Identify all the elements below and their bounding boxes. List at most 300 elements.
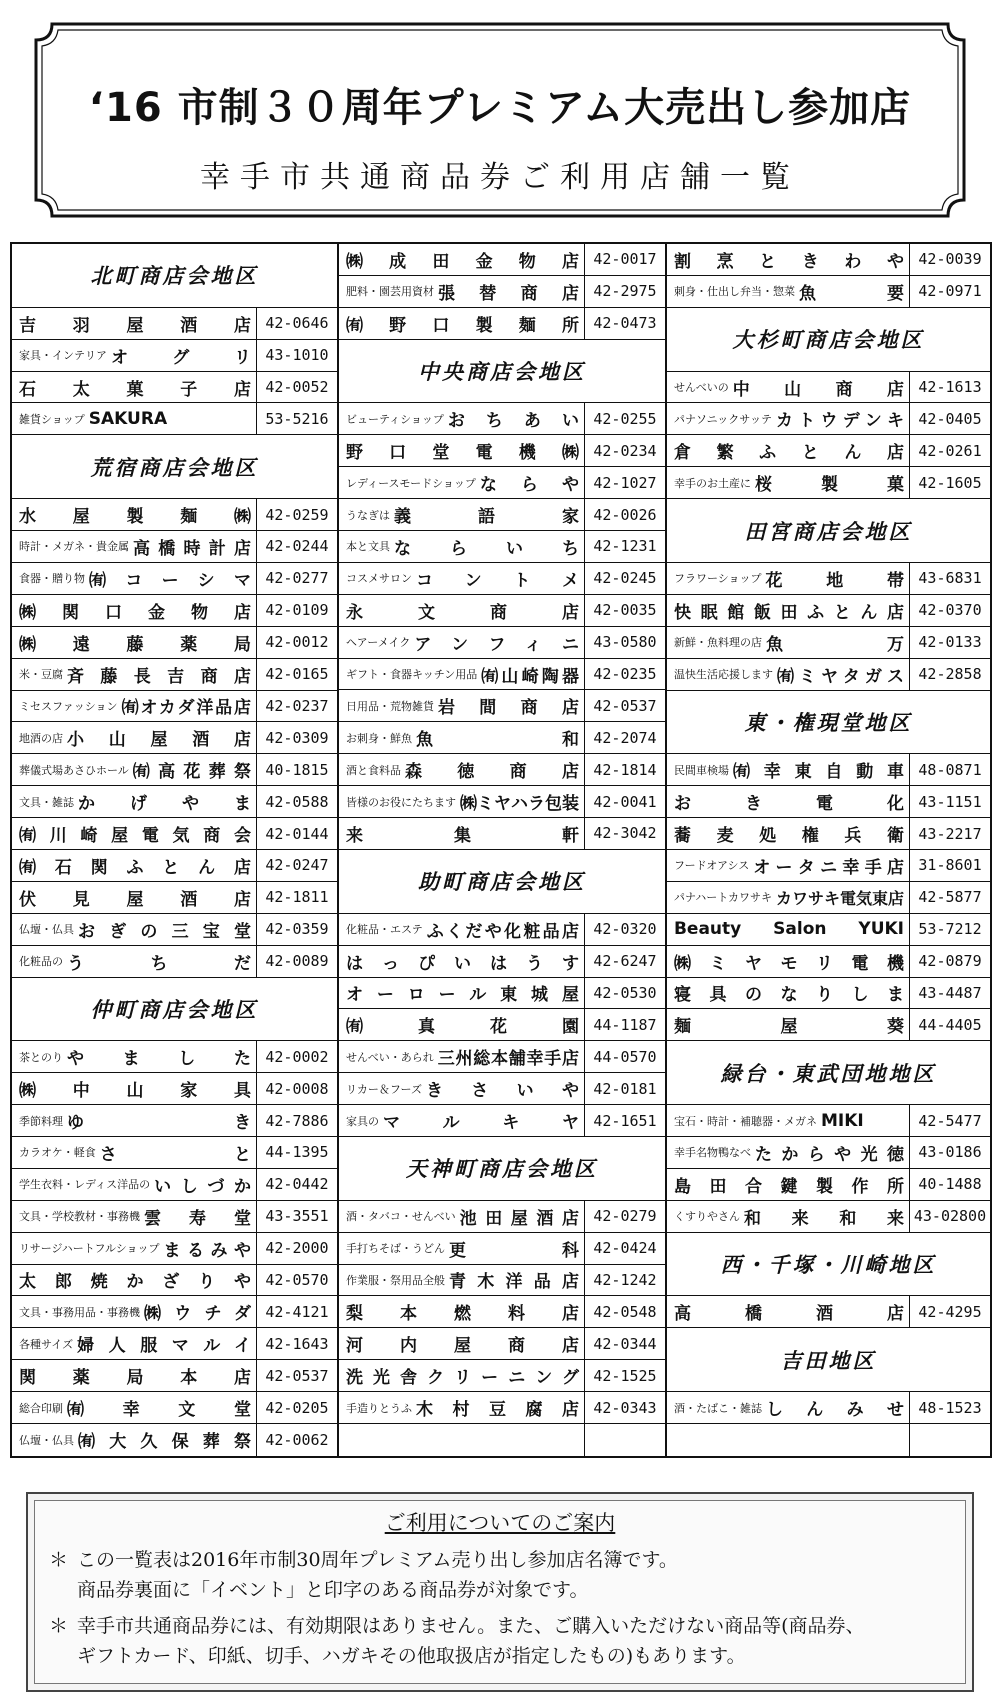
store-name-cell: [12, 1360, 256, 1391]
asterisk-icon: ＊: [49, 1549, 69, 1571]
store-phone: 42-0344: [584, 1328, 665, 1359]
store-category: コスメサロン: [345, 572, 412, 586]
store-phone: 42-0247: [256, 850, 337, 881]
store-phone: 42-5877: [909, 882, 990, 913]
store-category: 民間車検場: [673, 763, 729, 777]
store-row: [667, 1424, 990, 1456]
store-phone: 42-1242: [584, 1265, 665, 1296]
store-name: 高橋酒店: [673, 1304, 904, 1325]
store-row: [667, 563, 990, 595]
store-phone: 48-0871: [909, 754, 990, 785]
store-row: [339, 467, 665, 499]
store-name-cell: [667, 850, 909, 881]
store-name: 永文商店: [345, 602, 579, 623]
store-name: 野口堂電機㈱: [345, 443, 579, 464]
store-name: 蕎麦処権兵衛: [673, 826, 904, 847]
store-name-cell: [339, 1041, 584, 1072]
store-name: まるみや: [163, 1240, 251, 1261]
store-phone: 42-1811: [256, 882, 337, 913]
store-name-cell: [339, 1201, 584, 1232]
store-name: MIKI: [820, 1110, 864, 1131]
store-row: [12, 1233, 337, 1265]
store-phone: 31-8601: [909, 850, 990, 881]
store-category: 茶とのり: [19, 1050, 63, 1064]
store-phone: 42-0537: [584, 690, 665, 721]
store-phone: 42-0570: [256, 1265, 337, 1296]
store-phone: 42-0588: [256, 786, 337, 817]
page-subtitle: 幸手市共通商品券ご利用店舗一覧: [200, 160, 800, 195]
store-row: [339, 1392, 665, 1424]
store-name-cell: [12, 1169, 256, 1200]
store-phone: 42-0879: [909, 946, 990, 977]
store-phone: 53-5216: [256, 403, 337, 434]
store-phone: 42-2858: [909, 659, 990, 690]
store-row: [339, 1296, 665, 1328]
store-name-cell: [667, 1009, 909, 1040]
store-row: [12, 786, 337, 818]
store-category: 学生衣料・レディス洋品の: [19, 1178, 151, 1192]
store-column-1: [12, 244, 339, 1456]
store-phone: 42-1651: [584, 1105, 665, 1136]
store-phone: 42-0343: [584, 1392, 665, 1423]
store-phone: 42-0646: [256, 308, 337, 339]
store-name-cell: [12, 340, 256, 371]
store-row: [12, 722, 337, 754]
store-name-cell: [667, 467, 909, 498]
store-name: ㈲大久保葬祭: [78, 1432, 251, 1453]
store-phone: 42-0309: [256, 722, 337, 753]
store-row: [12, 882, 337, 914]
note-1-line-2: 商品券裏面に「イベント」と印字のある商品券が対象です。: [77, 1579, 589, 1601]
store-row: [339, 308, 665, 340]
store-name: 斉藤長吉商店: [67, 666, 251, 687]
store-name-cell: [12, 914, 256, 945]
store-name-cell: [667, 1296, 909, 1327]
store-phone: 42-0279: [584, 1201, 665, 1232]
store-category: 季節料理: [19, 1114, 63, 1128]
store-name: たからや光徳: [754, 1144, 904, 1165]
store-name-cell: [12, 499, 256, 530]
store-row: [12, 595, 337, 627]
store-name: 婦人服マルイ: [77, 1336, 251, 1357]
store-name-cell: [339, 914, 584, 945]
store-name-cell: [339, 276, 584, 307]
store-name: 梨本燃料店: [345, 1304, 579, 1325]
store-name-cell: [667, 1169, 909, 1200]
store-row: [667, 244, 990, 276]
note-2-line-1: 幸手市共通商品券には、有効期限はありません。また、ご購入いただけない商品等(商品券、: [77, 1615, 865, 1637]
store-phone: 42-1231: [584, 531, 665, 562]
store-row: [339, 914, 665, 946]
store-name: 桜製菓: [754, 475, 904, 496]
store-name-cell: [667, 882, 909, 913]
store-phone: 43-0186: [909, 1137, 990, 1168]
store-phone: 42-2000: [256, 1233, 337, 1264]
store-phone: 48-1523: [909, 1392, 990, 1423]
district-heading: 東・権現堂地区: [667, 691, 990, 755]
store-name: 高橋時計店: [133, 538, 251, 559]
store-name: 花地帯: [765, 570, 904, 591]
store-name-cell: [12, 946, 256, 977]
store-name: オータニ幸手店: [753, 857, 904, 878]
store-row: [12, 627, 337, 659]
store-phone: 42-1605: [909, 467, 990, 498]
store-row: [339, 818, 665, 850]
store-name-cell: [667, 754, 909, 785]
store-name-cell: [339, 818, 584, 849]
store-name-cell: [339, 1009, 584, 1040]
store-category: 仏壇・仏具: [19, 1433, 74, 1447]
asterisk-icon: ＊: [49, 1615, 69, 1637]
store-row: [339, 786, 665, 818]
store-name: おき電化: [673, 794, 904, 815]
store-name: オーロール東城屋: [345, 985, 579, 1006]
store-name: 倉繁ふとん店: [673, 443, 904, 464]
store-category: くすりやさん: [673, 1210, 740, 1224]
store-name-cell: [339, 308, 584, 339]
store-row: [667, 595, 990, 627]
store-name: ㈲石関ふとん店: [19, 857, 251, 878]
store-row: [339, 435, 665, 467]
store-name: ならいち: [393, 538, 579, 559]
store-phone: 42-0062: [256, 1424, 337, 1456]
store-phone: 42-0359: [256, 914, 337, 945]
store-phone: 53-7212: [909, 914, 990, 945]
store-name-cell: [12, 1041, 256, 1072]
store-row: [12, 1137, 337, 1169]
store-name-cell: [339, 435, 584, 466]
store-phone: 42-0255: [584, 403, 665, 434]
store-name-cell: [667, 978, 909, 1009]
store-name-cell: [339, 1105, 584, 1136]
store-row: [339, 1424, 665, 1456]
store-name-cell: [339, 1392, 584, 1423]
store-phone: 42-0971: [909, 276, 990, 307]
store-column-3: [667, 244, 992, 1456]
store-row: [667, 914, 990, 946]
store-name-cell: [12, 563, 256, 594]
store-category: ヘアーメイク: [345, 636, 411, 650]
store-row: [12, 818, 337, 850]
store-name-cell: [339, 722, 584, 753]
store-name: ㈲真花園: [345, 1017, 579, 1038]
store-row: [339, 978, 665, 1010]
store-name-cell: [339, 659, 584, 690]
store-row: [339, 1041, 665, 1073]
store-phone: 42-6247: [584, 946, 665, 977]
store-name: 石太菓子店: [19, 379, 251, 400]
store-name-cell: [12, 1392, 256, 1423]
store-name-cell: [667, 435, 909, 466]
store-phone: 42-2074: [584, 722, 665, 753]
store-name-cell: [339, 499, 584, 530]
store-name-cell: [12, 403, 256, 434]
store-row: [339, 1233, 665, 1265]
note-1: [49, 1545, 947, 1605]
store-row: [12, 1296, 337, 1328]
store-category: お刺身・鮮魚: [345, 731, 412, 745]
district-heading: 北町商店会地区: [12, 244, 337, 308]
store-phone: 42-0026: [584, 499, 665, 530]
store-category: カラオケ・軽食: [19, 1146, 96, 1160]
store-name: 河内屋商店: [345, 1336, 579, 1357]
store-name: 岩間商店: [437, 698, 579, 719]
store-name-cell: [12, 1328, 256, 1359]
store-name: きさいや: [425, 1081, 579, 1102]
store-row: [667, 627, 990, 659]
store-name: 洗光舎クリーニング: [345, 1368, 579, 1389]
store-name: SAKURA: [88, 408, 168, 429]
store-category: レディースモードショップ: [345, 476, 476, 490]
store-phone: 42-7886: [256, 1105, 337, 1136]
store-name: オグリ: [111, 347, 251, 368]
store-row: [339, 1009, 665, 1041]
store-name: ㈲幸文堂: [67, 1400, 251, 1421]
store-row: [667, 467, 990, 499]
store-phone: 42-3042: [584, 818, 665, 849]
store-name-cell: [12, 1265, 256, 1296]
store-category: 刺身・仕出し弁当・惣菜: [673, 285, 795, 299]
store-category: 幸手名物鴨なべ: [673, 1146, 751, 1160]
store-row: [12, 563, 337, 595]
store-phone: 42-0235: [584, 659, 665, 690]
store-name: ふくだや化粧品店: [426, 921, 579, 942]
store-name: ならや: [479, 475, 579, 496]
store-phone: 40-1815: [256, 754, 337, 785]
store-category: 仏壇・仏具: [19, 923, 74, 937]
store-phone: 43-2217: [909, 818, 990, 849]
store-category: 家具・インテリア: [19, 349, 107, 363]
store-row: [667, 403, 990, 435]
store-row: [339, 946, 665, 978]
store-row: [667, 754, 990, 786]
store-name-cell: [12, 1424, 256, 1456]
store-name: 和来和来: [743, 1208, 904, 1229]
store-name: 青木洋品店: [448, 1272, 579, 1293]
store-phone: 42-0234: [584, 435, 665, 466]
store-phone: 40-1488: [909, 1169, 990, 1200]
store-row: [667, 882, 990, 914]
store-phone: 42-0012: [256, 627, 337, 658]
store-phone: 42-0041: [584, 786, 665, 817]
store-name: ㈱ウチダ: [144, 1304, 251, 1325]
store-row: [12, 1328, 337, 1360]
store-phone: 42-0277: [256, 563, 337, 594]
store-name: ㈱成田金物店: [345, 251, 579, 272]
store-name: コントメ: [415, 570, 579, 591]
store-category: 文具・事務用品・事務機: [19, 1305, 140, 1319]
store-name-cell: [339, 563, 584, 594]
store-name: さと: [99, 1144, 251, 1165]
store-name: ㈲高花葬祭: [132, 762, 251, 783]
store-phone: 42-1814: [584, 754, 665, 785]
store-row: [12, 499, 337, 531]
store-row: [339, 659, 665, 691]
store-phone: 42-0245: [584, 563, 665, 594]
store-phone: 43-6831: [909, 563, 990, 594]
district-heading: 仲町商店会地区: [12, 978, 337, 1042]
store-name: カトウデンキ: [775, 411, 904, 432]
store-phone: 43-1151: [909, 786, 990, 817]
store-row: [339, 690, 665, 722]
store-name: 麺屋葵: [673, 1017, 904, 1038]
store-category: パナソニックサッテ: [673, 412, 772, 426]
store-name: ㈱関口金物店: [19, 602, 251, 623]
store-row: [339, 563, 665, 595]
store-name-cell: [12, 691, 256, 722]
store-phone: 42-0424: [584, 1233, 665, 1264]
store-row: [339, 1105, 665, 1137]
store-phone: 42-0370: [909, 595, 990, 626]
store-name: 木村豆腐店: [415, 1400, 579, 1421]
store-name-cell: [12, 1296, 256, 1327]
store-name: 雲寿堂: [144, 1208, 251, 1229]
store-row: [339, 531, 665, 563]
store-category: 手打ちそば・うどん: [345, 1242, 445, 1256]
store-row: [339, 627, 665, 659]
district-heading: 天神町商店会地区: [339, 1137, 665, 1201]
store-row: [12, 914, 337, 946]
store-name: 義語家: [393, 507, 579, 528]
store-name-cell: [667, 914, 909, 945]
store-category: 食器・贈り物: [19, 572, 85, 586]
store-row: [339, 1360, 665, 1392]
store-category: 各種サイズ: [19, 1337, 74, 1351]
store-row: [667, 1296, 990, 1328]
store-row: [12, 1265, 337, 1297]
store-name-cell: [339, 1328, 584, 1359]
store-name-cell: [12, 1201, 256, 1232]
store-row: [667, 818, 990, 850]
store-phone: 42-0237: [256, 691, 337, 722]
store-row: [12, 1073, 337, 1105]
note-1-line-1: この一覧表は2016年市制30周年プレミアム売り出し参加店名簿です。: [77, 1549, 678, 1571]
store-name: 三州総本舗幸手店: [437, 1049, 579, 1070]
store-name-cell: [12, 372, 256, 403]
store-row: [12, 531, 337, 563]
store-name: おちあい: [447, 411, 579, 432]
store-name: しんみせ: [765, 1400, 904, 1421]
store-name: はっぴいはうす: [345, 953, 579, 974]
store-phone: 42-1525: [584, 1360, 665, 1391]
store-phone: 42-0548: [584, 1296, 665, 1327]
district-heading: 西・千塚・川崎地区: [667, 1233, 990, 1297]
notes-title: ご利用についてのご案内: [384, 1511, 616, 1535]
store-name: ㈱遠藤薬局: [19, 634, 251, 655]
store-phone: 42-0035: [584, 595, 665, 626]
store-name: 魚和: [415, 730, 579, 751]
store-name-cell: [339, 754, 584, 785]
store-name: アンフィニ: [414, 634, 579, 655]
store-name: うちだ: [67, 953, 251, 974]
usage-notes-inner: [34, 1500, 966, 1684]
store-table: [10, 242, 992, 1458]
store-name-cell: [12, 595, 256, 626]
store-name-cell: [339, 467, 584, 498]
store-phone: 42-0442: [256, 1169, 337, 1200]
store-row: [339, 595, 665, 627]
store-row: [12, 1169, 337, 1201]
store-name-cell: [12, 850, 256, 881]
store-row: [667, 276, 990, 308]
store-name-cell: [339, 1233, 584, 1264]
store-row: [12, 691, 337, 723]
store-name-cell: [12, 627, 256, 658]
store-row: [12, 403, 337, 435]
store-row: [12, 1360, 337, 1392]
store-row: [12, 946, 337, 978]
store-phone: 42-0109: [256, 595, 337, 626]
store-row: [339, 1265, 665, 1297]
store-category: ビューティショップ: [345, 412, 444, 426]
store-phone: 42-0002: [256, 1041, 337, 1072]
store-row: [667, 372, 990, 404]
district-heading: 大杉町商店会地区: [667, 308, 990, 372]
store-name-cell: [667, 818, 909, 849]
store-category: フラワーショップ: [673, 572, 762, 586]
store-phone: 42-0405: [909, 403, 990, 434]
store-phone: 43-3551: [256, 1201, 337, 1232]
district-heading: 中央商店会地区: [339, 340, 665, 404]
store-name: ㈲川崎屋電気商会: [19, 826, 251, 846]
store-phone: 42-0017: [584, 244, 665, 275]
store-name: 伏見屋酒店: [19, 889, 251, 910]
store-category: 酒・タバコ・せんべい: [345, 1210, 456, 1224]
store-row: [667, 850, 990, 882]
store-phone: 42-1643: [256, 1328, 337, 1359]
store-category: 家具の: [345, 1114, 379, 1128]
store-phone: 42-0008: [256, 1073, 337, 1104]
store-name-cell: [339, 946, 584, 977]
store-name: ㈲山崎陶器: [481, 666, 579, 687]
store-category: 作業服・祭用品全般: [345, 1273, 445, 1287]
store-row: [667, 978, 990, 1010]
store-category: 化粧品・エステ: [345, 923, 423, 937]
district-heading: 荒宿商店会地区: [12, 435, 337, 499]
store-row: [12, 659, 337, 691]
store-name: 割烹ときわや: [673, 251, 904, 272]
store-category: リサージハートフルショップ: [19, 1242, 160, 1256]
store-category: 総合印刷: [19, 1401, 63, 1415]
store-name-cell: [12, 531, 256, 562]
store-name-cell: [667, 627, 909, 658]
store-name-cell: [12, 308, 256, 339]
store-name-cell: [12, 754, 256, 785]
store-phone: 42-0530: [584, 978, 665, 1009]
store-category: 雑貨ショップ: [19, 412, 85, 426]
store-name-cell: [339, 1360, 584, 1391]
store-name: ㈱ミヤハラ包装: [459, 794, 579, 815]
store-name-cell: [339, 244, 584, 275]
store-row: [339, 1201, 665, 1233]
store-category: 手造りとうふ: [345, 1401, 412, 1415]
store-category: 新鮮・魚料理の店: [673, 636, 762, 650]
store-row: [667, 1392, 990, 1424]
store-name: ㈲オカダ洋品店: [121, 698, 251, 719]
store-name-cell: [667, 372, 909, 403]
store-name-cell: [339, 627, 584, 658]
store-row: [667, 1105, 990, 1137]
store-phone: 42-0052: [256, 372, 337, 403]
store-phone: 42-0144: [256, 818, 337, 849]
store-name: 森徳商店: [404, 762, 579, 783]
store-name: カワサキ電気東店: [775, 888, 904, 908]
store-name: かげやま: [78, 794, 251, 815]
store-category: 葬儀式場あさひホール: [19, 763, 129, 777]
store-name-cell: [12, 722, 256, 753]
store-row: [339, 244, 665, 276]
store-name-cell: [667, 563, 909, 594]
